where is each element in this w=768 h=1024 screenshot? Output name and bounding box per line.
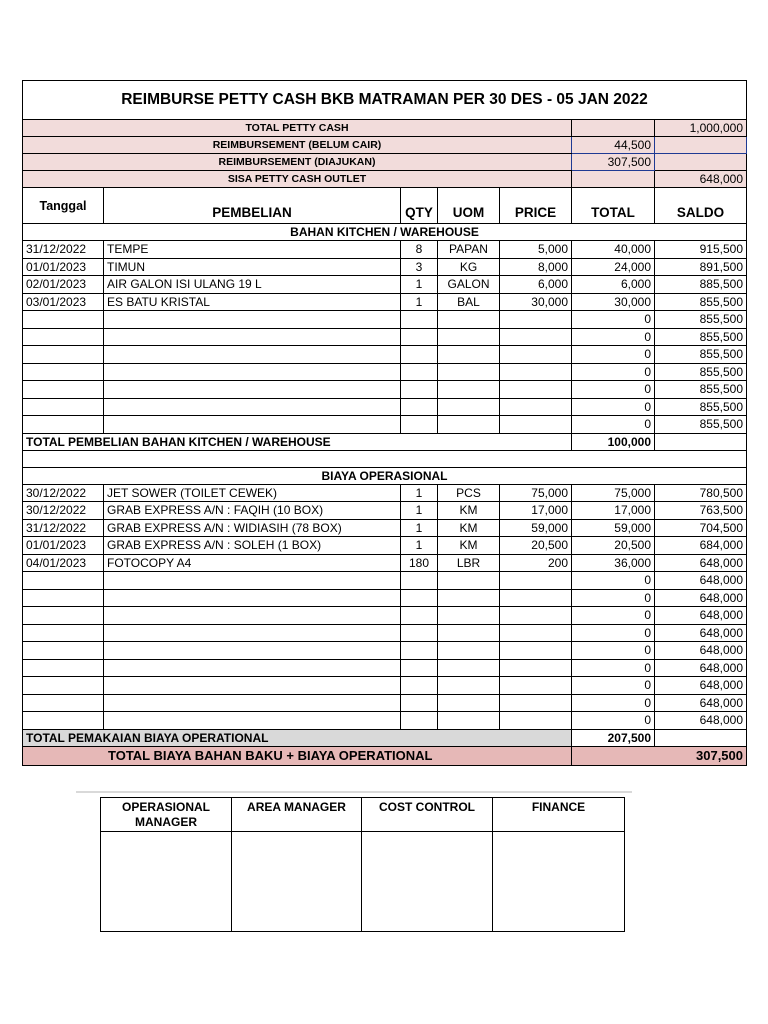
cell-qty xyxy=(401,624,438,642)
cell-date xyxy=(23,589,104,607)
cell-item: AIR GALON ISI ULANG 19 L xyxy=(104,276,401,294)
cell-saldo: 855,500 xyxy=(655,328,747,346)
cell-date: 30/12/2022 xyxy=(23,502,104,520)
cell-saldo: 648,000 xyxy=(655,712,747,730)
cell-uom: KG xyxy=(438,258,500,276)
cell-uom xyxy=(438,346,500,364)
cell-total: 0 xyxy=(572,398,655,416)
cell-uom xyxy=(438,416,500,434)
cell-uom xyxy=(438,328,500,346)
table-row xyxy=(23,572,747,590)
cell-item xyxy=(104,589,401,607)
cell-date xyxy=(23,363,104,381)
cell-uom xyxy=(438,572,500,590)
summary-reimb-diajukan xyxy=(23,154,747,171)
table-row xyxy=(23,276,747,294)
cell-date xyxy=(23,381,104,399)
table-row xyxy=(23,589,747,607)
cell-date xyxy=(23,311,104,329)
cell-date: 02/01/2023 xyxy=(23,276,104,294)
cell-uom xyxy=(438,589,500,607)
cell-qty: 180 xyxy=(401,554,438,572)
cell-date xyxy=(23,624,104,642)
table-row xyxy=(23,712,747,730)
cell-date xyxy=(23,677,104,695)
cell-uom xyxy=(438,694,500,712)
cell-total: 0 xyxy=(572,712,655,730)
summary-label: TOTAL PETTY CASH xyxy=(23,120,572,137)
cell-saldo: 704,500 xyxy=(655,519,747,537)
cell-item: GRAB EXPRESS A/N : WIDIASIH (78 BOX) xyxy=(104,519,401,537)
cell-qty xyxy=(401,346,438,364)
cell-qty xyxy=(401,416,438,434)
section-title-kitchen: BAHAN KITCHEN / WAREHOUSE xyxy=(23,224,747,241)
cell-qty xyxy=(401,677,438,695)
operasional-total-row xyxy=(23,729,747,746)
cell-item xyxy=(104,572,401,590)
signature-box-area-manager[interactable] xyxy=(232,832,362,932)
table-row xyxy=(23,502,747,520)
cell-item: TIMUN xyxy=(104,258,401,276)
cell-date xyxy=(23,659,104,677)
cell-total: 0 xyxy=(572,607,655,625)
section-title-operasional: BIAYA OPERASIONAL xyxy=(23,467,747,484)
cell-saldo: 855,500 xyxy=(655,311,747,329)
cell-price xyxy=(500,659,572,677)
cell-qty xyxy=(401,712,438,730)
cell-item xyxy=(104,311,401,329)
cell-saldo: 855,500 xyxy=(655,381,747,399)
cell-price xyxy=(500,346,572,364)
cell-price xyxy=(500,712,572,730)
signature-box-finance[interactable] xyxy=(493,832,625,932)
cell-item: JET SOWER (TOILET CEWEK) xyxy=(104,484,401,502)
cell-item xyxy=(104,607,401,625)
cell-date xyxy=(23,607,104,625)
summary-label: REIMBURSEMENT (DIAJUKAN) xyxy=(23,154,572,171)
header-uom: UOM xyxy=(438,188,500,224)
cell-item xyxy=(104,642,401,660)
petty-cash-sheet xyxy=(22,80,747,766)
cell-uom: KM xyxy=(438,537,500,555)
table-row xyxy=(23,258,747,276)
cell-total: 0 xyxy=(572,624,655,642)
cell-total: 0 xyxy=(572,572,655,590)
cell-uom xyxy=(438,659,500,677)
cell-total: 75,000 xyxy=(572,484,655,502)
header-tanggal: Tanggal xyxy=(23,188,104,224)
cell-qty: 8 xyxy=(401,241,438,259)
cell-item: GRAB EXPRESS A/N : FAQIH (10 BOX) xyxy=(104,502,401,520)
cell-qty xyxy=(401,607,438,625)
cell-date xyxy=(23,572,104,590)
cell-total: 0 xyxy=(572,381,655,399)
cell-saldo: 648,000 xyxy=(655,554,747,572)
column-headers xyxy=(23,188,747,224)
signature-label-area-manager: AREA MANAGER xyxy=(232,798,362,832)
cell-saldo: 648,000 xyxy=(655,572,747,590)
summary-value: 44,500 xyxy=(572,137,655,154)
cell-qty xyxy=(401,572,438,590)
cell-price: 20,500 xyxy=(500,537,572,555)
table-row xyxy=(23,607,747,625)
grand-total-label: TOTAL BIAYA BAHAN BAKU + BIAYA OPERATIONAL xyxy=(23,746,572,765)
cell-qty: 1 xyxy=(401,276,438,294)
signature-label-finance: FINANCE xyxy=(493,798,625,832)
kitchen-rows xyxy=(23,241,747,434)
cell-price: 59,000 xyxy=(500,519,572,537)
cell-price: 17,000 xyxy=(500,502,572,520)
cell-saldo: 648,000 xyxy=(655,694,747,712)
header-qty: QTY xyxy=(401,188,438,224)
table-row xyxy=(23,642,747,660)
cell-date: 04/01/2023 xyxy=(23,554,104,572)
cell-price xyxy=(500,381,572,399)
cell-price xyxy=(500,328,572,346)
cell-qty: 1 xyxy=(401,293,438,311)
cell-item: GRAB EXPRESS A/N : SOLEH (1 BOX) xyxy=(104,537,401,555)
signature-box-operasional-manager[interactable] xyxy=(101,832,232,932)
summary-label: SISA PETTY CASH OUTLET xyxy=(23,171,572,188)
cell-qty: 1 xyxy=(401,537,438,555)
cell-qty xyxy=(401,659,438,677)
signature-table xyxy=(100,797,625,932)
summary-reimb-belum-cair xyxy=(23,137,747,154)
cell-date: 01/01/2023 xyxy=(23,537,104,555)
cell-date xyxy=(23,694,104,712)
grand-total-row xyxy=(23,746,747,765)
cell-date xyxy=(23,642,104,660)
cell-uom xyxy=(438,712,500,730)
cell-qty xyxy=(401,694,438,712)
cell-item xyxy=(104,624,401,642)
kitchen-total-value: 100,000 xyxy=(572,433,655,450)
summary-sisa-petty-cash xyxy=(23,171,747,188)
header-saldo: SALDO xyxy=(655,188,747,224)
cell-price xyxy=(500,677,572,695)
cell-date xyxy=(23,416,104,434)
cell-item xyxy=(104,712,401,730)
cell-total: 17,000 xyxy=(572,502,655,520)
cell-qty xyxy=(401,589,438,607)
cell-date: 31/12/2022 xyxy=(23,241,104,259)
cell-date: 31/12/2022 xyxy=(23,519,104,537)
table-row xyxy=(23,694,747,712)
cell-date: 01/01/2023 xyxy=(23,258,104,276)
cell-total: 0 xyxy=(572,363,655,381)
table-row xyxy=(23,659,747,677)
cell-total: 20,500 xyxy=(572,537,655,555)
cell-date xyxy=(23,328,104,346)
cell-date: 30/12/2022 xyxy=(23,484,104,502)
cell-price: 8,000 xyxy=(500,258,572,276)
cell-total: 30,000 xyxy=(572,293,655,311)
cell-saldo: 648,000 xyxy=(655,642,747,660)
summary-label: REIMBURSEMENT (BELUM CAIR) xyxy=(23,137,572,154)
cell-item xyxy=(104,398,401,416)
cell-uom: PCS xyxy=(438,484,500,502)
cell-price: 5,000 xyxy=(500,241,572,259)
cell-qty xyxy=(401,381,438,399)
cell-price xyxy=(500,589,572,607)
cell-total: 59,000 xyxy=(572,519,655,537)
cell-qty xyxy=(401,642,438,660)
header-price: PRICE xyxy=(500,188,572,224)
cell-saldo: 648,000 xyxy=(655,677,747,695)
operasional-rows xyxy=(23,484,747,729)
header-total: TOTAL xyxy=(572,188,655,224)
cell-total: 0 xyxy=(572,694,655,712)
cell-saldo: 885,500 xyxy=(655,276,747,294)
cell-total: 0 xyxy=(572,677,655,695)
cell-saldo: 855,500 xyxy=(655,363,747,381)
cell-saldo: 855,500 xyxy=(655,293,747,311)
cell-saldo: 648,000 xyxy=(655,607,747,625)
table-row xyxy=(23,311,747,329)
summary-value: 307,500 xyxy=(572,154,655,171)
cell-total: 0 xyxy=(572,589,655,607)
table-row xyxy=(23,624,747,642)
cell-uom xyxy=(438,607,500,625)
cell-saldo: 763,500 xyxy=(655,502,747,520)
table-row xyxy=(23,346,747,364)
cell-date: 03/01/2023 xyxy=(23,293,104,311)
cell-qty: 1 xyxy=(401,519,438,537)
cell-total: 36,000 xyxy=(572,554,655,572)
cell-uom xyxy=(438,642,500,660)
cell-item xyxy=(104,659,401,677)
signature-label-operasional-manager: OPERASIONAL MANAGER xyxy=(101,798,232,832)
cell-item xyxy=(104,381,401,399)
cell-saldo: 855,500 xyxy=(655,416,747,434)
signature-box-cost-control[interactable] xyxy=(362,832,493,932)
operasional-total-value: 207,500 xyxy=(572,729,655,746)
cell-qty xyxy=(401,398,438,416)
cell-saldo: 780,500 xyxy=(655,484,747,502)
table-row xyxy=(23,519,747,537)
cell-qty xyxy=(401,311,438,329)
table-row xyxy=(23,241,747,259)
cell-uom xyxy=(438,624,500,642)
cell-price: 6,000 xyxy=(500,276,572,294)
table-row xyxy=(23,363,747,381)
cell-price: 200 xyxy=(500,554,572,572)
table-row xyxy=(23,328,747,346)
table-row xyxy=(23,677,747,695)
cell-total: 0 xyxy=(572,659,655,677)
cell-total: 24,000 xyxy=(572,258,655,276)
cell-date xyxy=(23,398,104,416)
cell-uom xyxy=(438,677,500,695)
cell-price: 75,000 xyxy=(500,484,572,502)
cell-item xyxy=(104,416,401,434)
header-pembelian: PEMBELIAN xyxy=(104,188,401,224)
cell-date xyxy=(23,712,104,730)
cell-total: 0 xyxy=(572,642,655,660)
cell-saldo: 684,000 xyxy=(655,537,747,555)
cell-item: ES BATU KRISTAL xyxy=(104,293,401,311)
summary-total-petty-cash xyxy=(23,120,747,137)
cell-saldo: 915,500 xyxy=(655,241,747,259)
table-row xyxy=(23,416,747,434)
cell-item xyxy=(104,363,401,381)
grand-total-value: 307,500 xyxy=(655,746,747,765)
cell-price xyxy=(500,398,572,416)
table-row xyxy=(23,398,747,416)
cell-uom: LBR xyxy=(438,554,500,572)
cell-saldo: 855,500 xyxy=(655,398,747,416)
cell-date xyxy=(23,346,104,364)
cell-total: 6,000 xyxy=(572,276,655,294)
cell-price xyxy=(500,642,572,660)
table-row xyxy=(23,554,747,572)
table-row xyxy=(23,293,747,311)
cell-total: 0 xyxy=(572,328,655,346)
cell-price: 30,000 xyxy=(500,293,572,311)
cell-total: 0 xyxy=(572,311,655,329)
cell-saldo: 891,500 xyxy=(655,258,747,276)
summary-value: 648,000 xyxy=(655,171,747,188)
cell-item xyxy=(104,346,401,364)
kitchen-total-label: TOTAL PEMBELIAN BAHAN KITCHEN / WAREHOUSE xyxy=(23,433,572,450)
cell-price xyxy=(500,694,572,712)
cell-saldo: 648,000 xyxy=(655,624,747,642)
cell-qty: 1 xyxy=(401,502,438,520)
cell-total: 0 xyxy=(572,346,655,364)
cell-uom xyxy=(438,363,500,381)
cell-price xyxy=(500,311,572,329)
cell-price xyxy=(500,572,572,590)
cell-uom: KM xyxy=(438,502,500,520)
cell-uom xyxy=(438,398,500,416)
table-row xyxy=(23,537,747,555)
cell-uom: BAL xyxy=(438,293,500,311)
signature-label-cost-control: COST CONTROL xyxy=(362,798,493,832)
table-row xyxy=(23,484,747,502)
cell-qty xyxy=(401,363,438,381)
divider xyxy=(76,791,632,793)
cell-uom: GALON xyxy=(438,276,500,294)
cell-total: 0 xyxy=(572,416,655,434)
page-title: REIMBURSE PETTY CASH BKB MATRAMAN PER 30 DES - 05 JAN 2022 xyxy=(23,81,747,120)
table-row xyxy=(23,381,747,399)
cell-qty: 3 xyxy=(401,258,438,276)
cell-total: 40,000 xyxy=(572,241,655,259)
kitchen-total-row xyxy=(23,433,747,450)
cell-saldo: 648,000 xyxy=(655,589,747,607)
cell-item xyxy=(104,677,401,695)
cell-qty xyxy=(401,328,438,346)
cell-uom xyxy=(438,381,500,399)
cell-uom: PAPAN xyxy=(438,241,500,259)
operasional-total-label: TOTAL PEMAKAIAN BIAYA OPERATIONAL xyxy=(23,729,572,746)
cell-item: FOTOCOPY A4 xyxy=(104,554,401,572)
cell-price xyxy=(500,363,572,381)
cell-qty: 1 xyxy=(401,484,438,502)
cell-price xyxy=(500,607,572,625)
cell-item: TEMPE xyxy=(104,241,401,259)
cell-price xyxy=(500,416,572,434)
cell-saldo: 855,500 xyxy=(655,346,747,364)
summary-value: 1,000,000 xyxy=(655,120,747,137)
cell-uom xyxy=(438,311,500,329)
cell-uom: KM xyxy=(438,519,500,537)
cell-item xyxy=(104,694,401,712)
spacer-row xyxy=(23,450,747,467)
cell-price xyxy=(500,624,572,642)
cell-saldo: 648,000 xyxy=(655,659,747,677)
cell-item xyxy=(104,328,401,346)
